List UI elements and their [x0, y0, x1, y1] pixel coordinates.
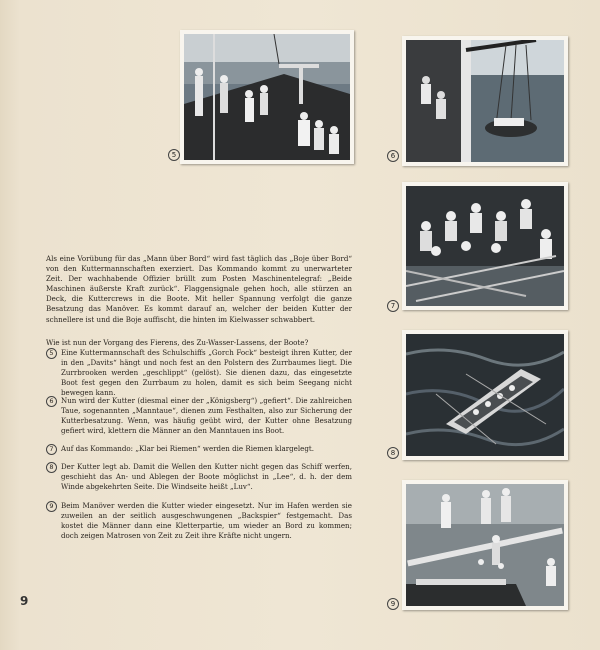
caption-text-5: Eine Kuttermannschaft des Schulschiffs „Gorch Fock“ besteigt ihren Kutter, der in den „Davits“ hängt und noch fest an den Polstern des Zurrbaumes liegt. Die Zurrbrooken werden „geschlippt“ (gelöst). Sie dienen dazu, das eingesetzte Boot fest gegen den Zurrbaum zu holen, damit es sich beim Seegang nicht bewegen kann. — [61, 348, 352, 398]
photo-6-image — [406, 40, 564, 162]
caption-number-8: 8 — [46, 462, 57, 473]
page-number: 9 — [20, 594, 29, 608]
caption-text-6: Nun wird der Kutter (diesmal einer der „Königsberg“) „gefiert“. Die zahlreichen Taue, sogenannten „Manntaue“, dienen zum Festhalten, also zur Sicherung der Kutterbesatzung. Wenn, was häufig geübt wird, der Kutter ohne Besatzung gefiert wird, klettern die Männer an den Manntauen ins Boot. — [61, 396, 352, 436]
photo-9-image — [406, 484, 564, 606]
photo-6-cutter-lowered — [402, 36, 568, 166]
caption-number-6: 6 — [46, 396, 57, 407]
intro-paragraph — [46, 254, 352, 325]
photo-6-number: 6 — [387, 150, 399, 162]
photo-5-number: 5 — [168, 149, 180, 161]
caption-number-5: 5 — [46, 348, 57, 359]
caption-item-8 — [46, 462, 352, 492]
question-text: Wie ist nun der Vorgang des Fierens, des Zu-Wasser-Lassens, der Boote? — [46, 338, 309, 347]
photo-7-number: 7 — [387, 300, 399, 312]
caption-item-6 — [46, 396, 352, 436]
caption-number-7: 7 — [46, 444, 57, 455]
photo-9-number: 9 — [387, 598, 399, 610]
photo-8-image — [406, 334, 564, 456]
caption-text-7: Auf das Kommando: „Klar bei Riemen“ werden die Riemen klargelegt. — [61, 444, 314, 453]
caption-text-9: Beim Manöver werden die Kutter wieder eingesetzt. Nur im Hafen werden sie zuweilen an der seitlich ausgeschwungenen „Backspier“ festgemacht. Das kostet die Männer dann eine Kletterpartie, um wieder an Bord zu kommen; doch zeigen Matrosen von Zeit zu Zeit ihre Kräfte nicht ungern. — [61, 501, 352, 541]
photo-5-deck-crew — [180, 30, 354, 164]
caption-text-8: Der Kutter legt ab. Damit die Wellen den Kutter nicht gegen das Schiff werfen, geschieht das An- und Ablegen der Boote möglichst in „Lee“, d. h. der dem Winde abgekehrten Seite. Die Windseite heißt „Luv“. — [61, 462, 352, 492]
photo-8-cutter-departs — [402, 330, 568, 460]
photo-5-image — [184, 34, 350, 160]
photo-7-oars — [402, 182, 568, 310]
photo-9-backspier — [402, 480, 568, 610]
caption-number-9: 9 — [46, 501, 57, 512]
question-paragraph — [46, 338, 352, 348]
photo-7-image — [406, 186, 564, 306]
caption-item-7 — [46, 444, 352, 454]
intro-text: Als eine Vorübung für das „Mann über Bord“ wird fast täglich das „Boje über Bord“ von den Kuttermannschaften exerziert. Das Kommando kommt zu unerwarteter Zeit. Der wachhabende Offizier brüllt zum Posten Maschinentelegraf: „Beide Maschinen äußerste Kraft zurück“. Flaggensignale gehen hoch, alle stürzen an Deck, die Kuttercrews in die Boote. Mit heller Spannung verfolgt die ganze Besatzung das Manöver. Es kommt darauf an, welcher der beiden Kutter der schnellere ist und die Boje auffischt, die hinten im Kielwasser schwabbert. — [46, 254, 352, 324]
photo-8-number: 8 — [387, 447, 399, 459]
caption-item-9 — [46, 501, 352, 541]
caption-item-5 — [46, 348, 352, 398]
